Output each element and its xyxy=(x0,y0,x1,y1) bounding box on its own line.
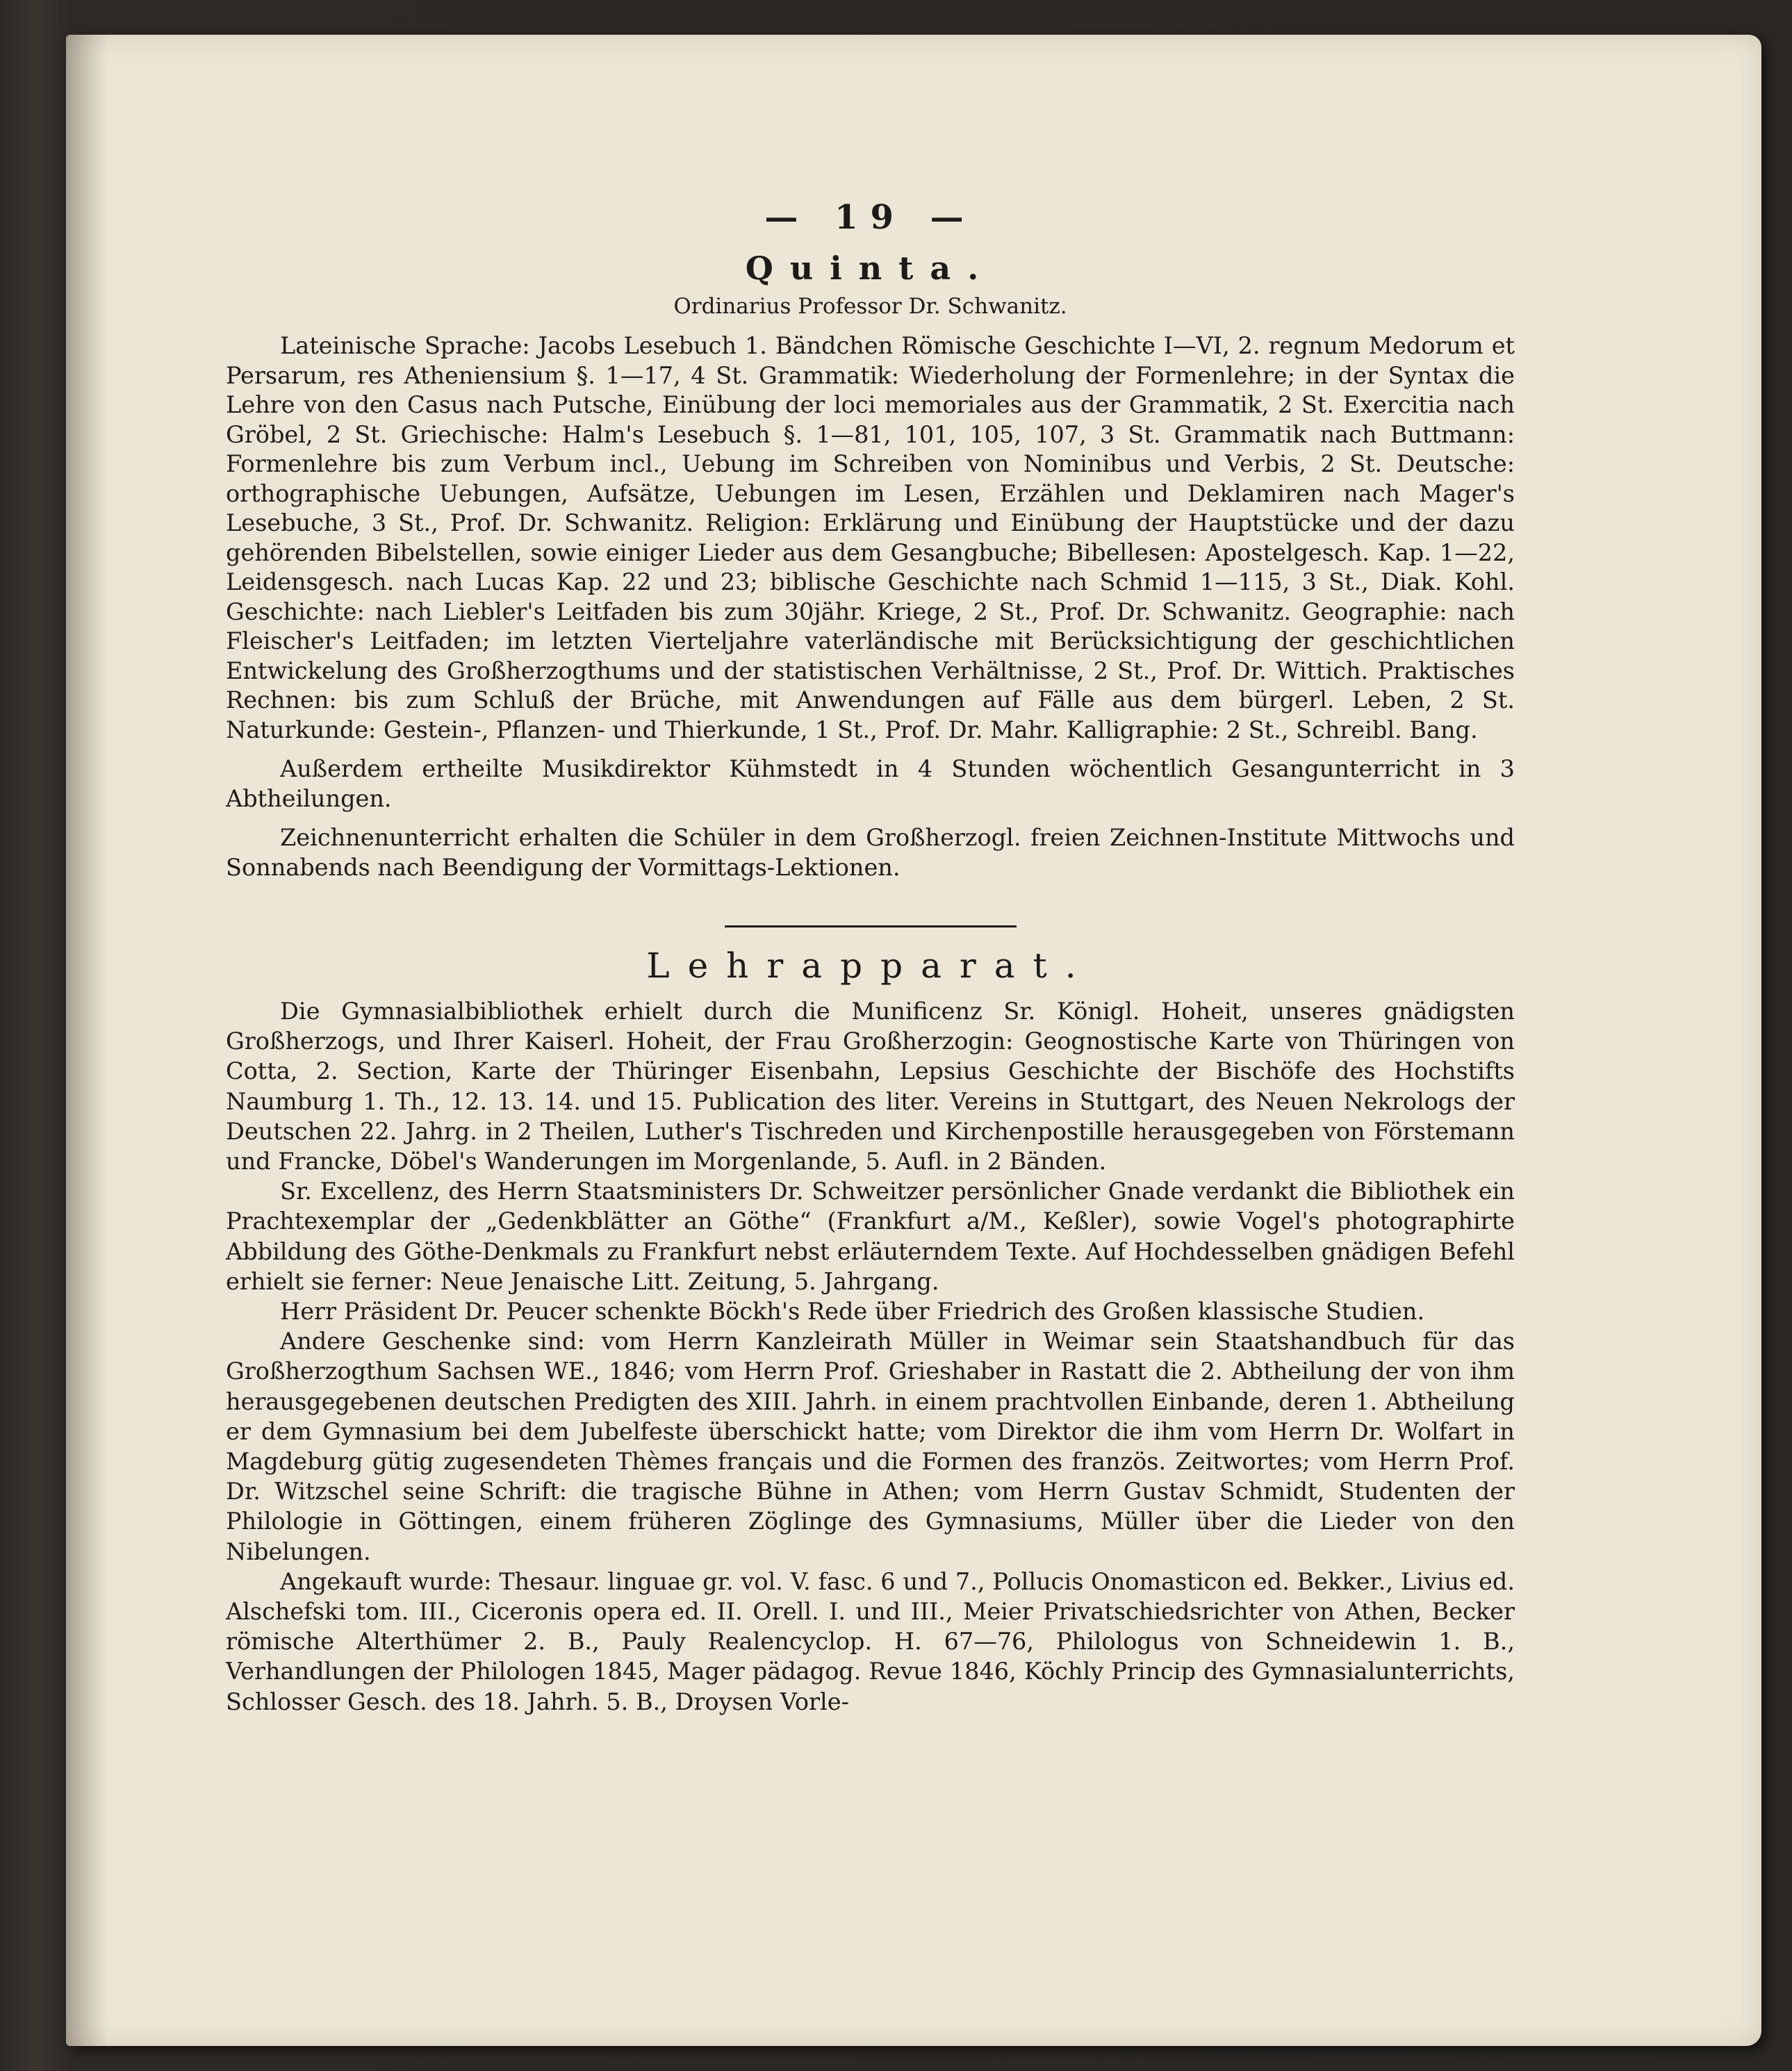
quinta-paragraph-drawing: Zeichnenunterricht erhalten die Schüler in dem Großherzogl. freien Zeichnen-Institute Mittwochs und Sonnabends nach Beendigung der Vormittags-Lektionen. xyxy=(226,824,1515,881)
lehrapparat-paragraph-library: Die Gymnasialbibliothek erhielt durch die Munificenz Sr. Königl. Hoheit, unseres gnädigsten Großherzogs, und Ihrer Kaiserl. Hoheit, der Frau Großherzogin: Geognostische Karte von Thüringen von Cotta, 2. Section, Karte der Thüringer Eisenbahn, Lepsius Geschichte der Bischöfe des Hochstifts Naumburg 1. Th., 12. 13. 14. und 15. Publication des liter. Vereins in Stuttgart, des Neuen Nekrologs der Deutschen 22. Jahrg. in 2 Theilen, Luther's Tischreden und Kirchenpostille herausgegeben von Förstemann und Francke, Döbel's Wanderungen im Morgenlande, 5. Aufl. in 2 Bänden. xyxy=(226,998,1515,1175)
lehrapparat-paragraph-peucer: Herr Präsident Dr. Peucer schenkte Böckh's Rede über Friedrich des Großen klassische Studien. xyxy=(280,1298,1425,1326)
section-subtitle-quinta: Ordinarius Professor Dr. Schwanitz. xyxy=(673,294,1067,319)
section-divider xyxy=(725,925,1017,927)
gutter-shadow xyxy=(66,35,108,2046)
section-title-lehrapparat: Lehrapparat. xyxy=(646,946,1094,986)
lehrapparat-paragraph-excellency: Sr. Excellenz, des Herrn Staatsministers Dr. Schweitzer persönlicher Gnade verdankt die Bibliothek ein Prachtexemplar der „Gedenkblätter an Göthe“ (Frankfurt a/M., Keßler), sowie Vogel's photographirte Abbildung des Göthe-Denkmals zu Frankfurt nebst erläuterndem Texte. Auf Hochdesselben gnädigen Befehl erhielt sie ferner: Neue Jenaische Litt. Zeitung, 5. Jahrgang. xyxy=(226,1178,1515,1295)
page-number: — 19 — xyxy=(764,198,976,237)
document-page xyxy=(66,35,1761,2046)
quinta-paragraph-music: Außerdem ertheilte Musikdirektor Kühmstedt in 4 Stunden wöchentlich Gesangunterricht in 3 Abtheilungen. xyxy=(226,755,1515,812)
quinta-paragraph-curriculum: Lateinische Sprache: Jacobs Lesebuch 1. Bändchen Römische Geschichte I—VI, 2. regnum Medorum et Persarum, res Atheniensium §. 1—17, 4 St. Grammatik: Wiederholung der Formenlehre; in der Syntax die Lehre von den Casus nach Putsche, Einübung der loci memoriales aus der Grammatik, 2 St. Exercitia nach Gröbel, 2 St. Griechische: Halm's Lesebuch §. 1—81, 101, 105, 107, 3 St. Grammatik nach Buttmann: Formenlehre bis zum Verbum incl., Uebung im Schreiben von Nominibus und Verbis, 2 St. Deutsche: orthographische Uebungen, Aufsätze, Uebungen im Lesen, Erzählen und Deklamiren nach Mager's Lesebuche, 3 St., Prof. Dr. Schwanitz. Religion: Erklärung und Einübung der Hauptstücke und der dazu gehörenden Bibelstellen, sowie einiger Lieder aus dem Gesangbuche; Bibellesen: Apostelgesch. Kap. 1—22, Leidensgesch. nach Lucas Kap. 22 und 23; biblische Geschichte nach Schmid 1—115, 3 St., Diak. Kohl. Geschichte: nach Liebler's Leitfaden bis zum 30jähr. Kriege, 2 St., Prof. Dr. Schwanitz. Geographie: nach Fleischer's Leitfaden; im letzten Vierteljahre vaterländische mit Berücksichtigung der geschichtlichen Entwickelung des Großherzogthums und der statistischen Verhältnisse, 2 St., Prof. Dr. Wittich. Praktisches Rechnen: bis zum Schluß der Brüche, mit Anwendungen auf Fälle aus dem bürgerl. Leben, 2 St. Naturkunde: Gestein-, Pflanzen- und Thierkunde, 1 St., Prof. Dr. Mahr. Kalligraphie: 2 St., Schreibl. Bang. xyxy=(226,332,1515,743)
section-title-quinta: Quinta. xyxy=(745,249,996,287)
lehrapparat-paragraph-gifts: Andere Geschenke sind: vom Herrn Kanzleirath Müller in Weimar sein Staatshandbuch für das Großherzogthum Sachsen WE., 1846; vom Herrn Prof. Grieshaber in Rastatt die 2. Abtheilung der von ihm herausgegebenen deutschen Predigten des XIII. Jahrh. in einem prachtvollen Einbande, deren 1. Abtheilung er dem Gymnasium bei dem Jubelfeste überschickt hatte; vom Direktor die ihm vom Herrn Dr. Wolfart in Magdeburg gütig zugesendeten Thèmes français und die Formen des französ. Zeitwortes; vom Herrn Prof. Dr. Witzschel seine Schrift: die tragische Bühne in Athen; vom Herrn Gustav Schmidt, Studenten der Philologie in Göttingen, einem früheren Zöglinge des Gymnasiums, Müller über die Lieder von den Nibelungen. xyxy=(226,1328,1515,1565)
page-content xyxy=(226,167,1515,1717)
lehrapparat-paragraph-purchases: Angekauft wurde: Thesaur. linguae gr. vol. V. fasc. 6 und 7., Pollucis Onomasticon ed. Bekker., Livius ed. Alschefski tom. III., Ciceronis opera ed. II. Orell. I. und III., Meier Privatschiedsrichter von Athen, Becker römische Alterthümer 2. B., Pauly Realencyclop. H. 67—76, Philologus von Schneidewin 1. B., Verhandlungen der Philologen 1845, Mager pädagog. Revue 1846, Köchly Princip des Gymnasialunterrichts, Schlosser Gesch. des 18. Jahrh. 5. B., Droysen Vorle- xyxy=(226,1567,1515,1715)
